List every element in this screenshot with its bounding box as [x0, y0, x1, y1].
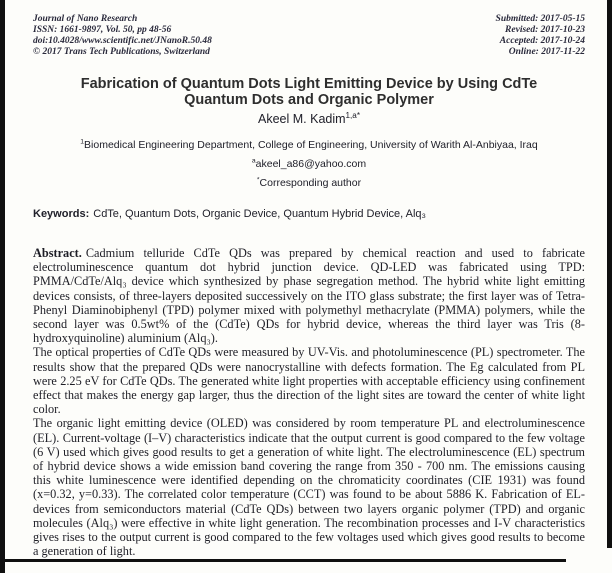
accepted-date: Accepted: 2017-10-24 — [499, 36, 585, 46]
keywords-label: Keywords: — [33, 208, 90, 220]
keywords-line — [33, 207, 585, 221]
online-date: Online: 2017-11-22 — [508, 47, 585, 57]
email-superscript: a — [251, 157, 256, 165]
scan-edge-right — [607, 0, 612, 548]
journal-doi: doi:10.4028/www.scientific.net/JNanoR.50.48 — [33, 36, 212, 46]
corresponding-text: Corresponding author — [259, 177, 362, 189]
author-line — [33, 112, 585, 127]
author-superscript: 1,a* — [345, 110, 360, 120]
affiliation-superscript: 1 — [80, 138, 85, 146]
abstract-label: Abstract. — [33, 246, 82, 260]
scan-edge-bottom — [0, 559, 566, 562]
email-text: akeel_a86@yahoo.com — [255, 158, 367, 170]
submitted-date: Submitted: 2017-05-15 — [495, 14, 585, 24]
affiliation-text: Biomedical Engineering Department, College of Engineering, University of Warith Al-Anbiyaa, Iraq — [84, 139, 538, 151]
corresponding-superscript: * — [256, 176, 260, 184]
page-header — [33, 14, 585, 58]
email-line — [33, 158, 585, 171]
affiliation-line — [33, 139, 585, 152]
journal-issn-volume: ISSN: 1661-9897, Vol. 50, pp 48-56 — [33, 25, 172, 35]
journal-copyright: © 2017 Trans Tech Publications, Switzerland — [33, 47, 210, 57]
keywords-text: CdTe, Quantum Dots, Organic Device, Quantum Hybrid Device, Alq₃ — [93, 208, 427, 220]
abstract-paragraph-text: Cadmium telluride CdTe QDs was prepared by chemical reaction and used to fabricate electroluminescence quantum dot hybrid junction device. QD-LED was fabricated using TPD: PMMA/CdTe/Alq₃ device which synthesized by phase segregation method. The hybrid white light emitting devices consists, of three-layers deposited successively on the ITO glass substrate; the first layer was of Tetra-Phenyl Diaminobiphenyl (TPD) polymer mixed with polymethyl methacrylate (PMMA) polymers, while the second layer was 0.5wt% of the (CdTe) QDs for hybrid device, whereas the third layer was Tris (8-hydroxyquinoline) aluminium (Alq₃). — [33, 246, 585, 346]
scan-edge-left — [0, 0, 5, 573]
submission-dates-block — [496, 14, 585, 58]
abstract-paragraph: The optical properties of CdTe QDs were measured by UV-Vis. and photoluminescence (PL) spectrometer. The results show that the prepared QDs were nanocrystalline with defects formation. The Eg calculated from PL were 2.25 eV for CdTe QDs. The generated white light properties with acceptable efficiency using confinement effect that makes the energy gap larger, thus the direction of the light sites are toward the center of white light color. — [33, 345, 585, 417]
corresponding-author-note — [33, 177, 585, 190]
author-name: Akeel M. Kadim — [258, 112, 346, 126]
journal-name: Journal of Nano Research — [33, 14, 138, 24]
revised-date: Revised: 2017-10-23 — [505, 25, 585, 35]
paper-title: Fabrication of Quantum Dots Light Emitting Device by Using CdTe Quantum Dots and Organic Polymer — [80, 76, 538, 108]
journal-info-block — [33, 14, 212, 58]
abstract-paragraph: The organic light emitting device (OLED) was considered by room temperature PL and electroluminescence (EL). Current-voltage (I–V) characteristics indicate that the output current is good compared to the few voltage (6 V) used which gives good results to get a generation of white light. The electroluminescence (EL) spectrum of hybrid device shows a wide emission band covering the range from 350 - 700 nm. The emissions causing this white luminescence were identified depending on the chromaticity coordinates (CIE 1931) was found (x=0.32, y=0.33). The correlated color temperature (CCT) was found to be about 5886 K. Fabrication of EL-devices from semiconductors material (CdTe QDs) between two layers organic polymer (TPD) and organic molecules (Alq₃) were effective in white light generation. The recombination processes and I-V characteristics gives rises to the output current is good compared to the few voltages used which gives good results to become a generation of light. — [33, 416, 585, 559]
abstract-section — [33, 246, 585, 558]
abstract-paragraph — [33, 246, 585, 345]
